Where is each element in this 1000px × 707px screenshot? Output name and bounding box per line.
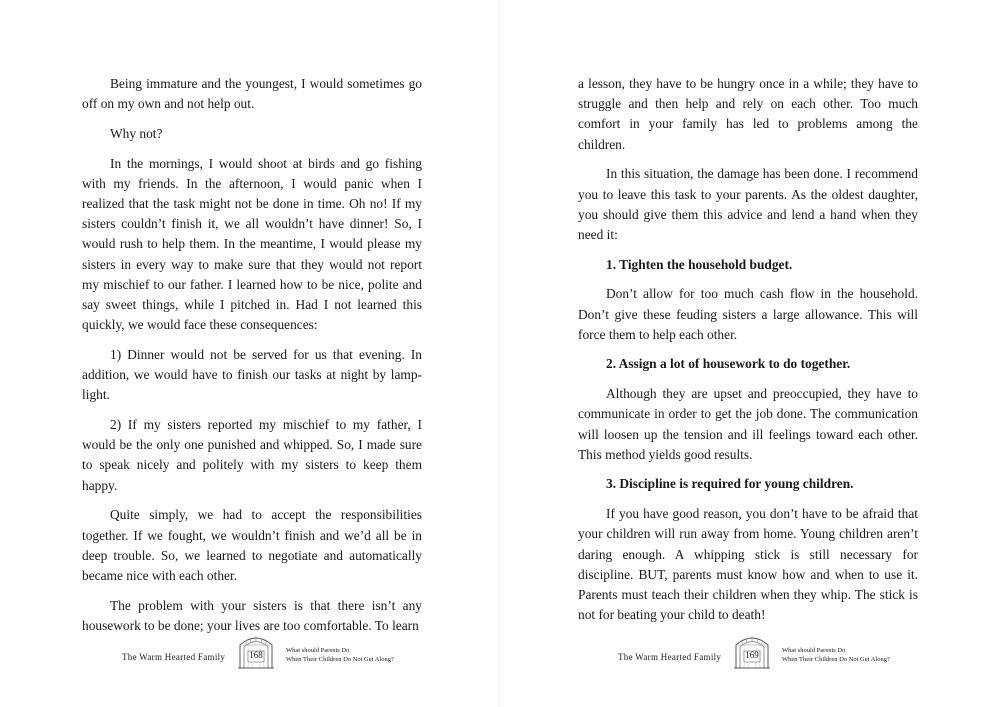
chapter-title — [286, 646, 394, 664]
left-paragraph-4: 1) Dinner would not be served for us that evening. In addition, we would have to finish our tasks at night by lamp-light. — [82, 346, 422, 403]
right-paragraph-2: In this situation, the damage has been done. I recommend you to leave this task to your parents. As the oldest daughter, you should give them this advice and lend a hand when they need it: — [578, 166, 918, 242]
page-number: 169 — [745, 650, 759, 660]
left-paragraph-7: The problem with your sisters is that there isn’t any housework to be done; your lives are too comfortable. To learn — [82, 597, 422, 633]
left-page-body — [82, 74, 422, 646]
chapter-title-line-2: When Their Children Do Not Get Along? — [782, 656, 890, 663]
left-paragraph-5: 2) If my sisters reported my mischief to my father, I would be the only one punished and whipped. So, I made sure to speak nicely and politely with my sisters to keep them happy. — [82, 417, 422, 493]
right-paragraph-4: Although they are upset and preoccupied, they have to communicate in order to get the job done. The communication will loosen up the tension and ill feelings toward each other. This method yields good results. — [578, 386, 918, 462]
right-paragraph-1: a lesson, they have to be hungry once in a while; they have to struggle and then help and rely on each other. Too much comfort in your family has led to problems among the children. — [578, 76, 918, 152]
book-title: The Warm Hearted Family — [122, 652, 226, 662]
left-paragraph-3: In the mornings, I would shoot at birds and go fishing with my friends. In the afternoon, I would panic when I realized that the task might not be done in time. Oh no! If my sisters couldn’t finish it, we all wouldn’t have dinner! So, I would rush to help them. In the meantime, I would please my sisters in every way to make sure that they would not report my mischief to our father. I learned how to be nice, polite and say sweet things, while I pitched in. Had I not learned this quickly, we would face these consequences: — [82, 155, 422, 333]
right-page-footer — [578, 631, 918, 671]
chapter-title-line-1: What should Parents Do — [782, 647, 846, 654]
right-heading-1: 1. Tighten the household budget. — [606, 256, 793, 272]
left-paragraph-1: Being immature and the youngest, I would sometimes go off on my own and not help out. — [82, 76, 422, 112]
right-page — [500, 0, 1000, 707]
chapter-title — [782, 646, 890, 664]
right-heading-2: 2. Assign a lot of housework to do together. — [606, 356, 851, 372]
right-paragraph-5: If you have good reason, you don’t have to be afraid that your children will run away from home. Young children aren’t daring enough. A whipping stick is still necessary for discipline. BUT, parents must know how and when to use it. Parents must teach their children when they whip. The stick is not for beating your child to death! — [578, 506, 918, 623]
left-paragraph-6: Quite simply, we had to accept the responsibilities together. If we fought, we wouldn’t finish and we’d all be in deep trouble. So, we learned to negotiate and automatically became nice with each other. — [82, 507, 422, 583]
right-heading-3: 3. Discipline is required for young children. — [606, 476, 854, 492]
chapter-title-line-1: What should Parents Do — [286, 647, 350, 654]
right-page-body — [578, 74, 918, 635]
right-paragraph-3: Don’t allow for too much cash flow in the household. Don’t give these feuding sisters a large allowance. This will force them to help each other. — [578, 286, 918, 342]
left-page-footer — [82, 631, 422, 671]
left-paragraph-2: Why not? — [110, 125, 163, 141]
chapter-title-line-2: When Their Children Do Not Get Along? — [286, 656, 394, 663]
book-title: The Warm Hearted Family — [618, 652, 722, 662]
page-number: 168 — [249, 650, 263, 660]
